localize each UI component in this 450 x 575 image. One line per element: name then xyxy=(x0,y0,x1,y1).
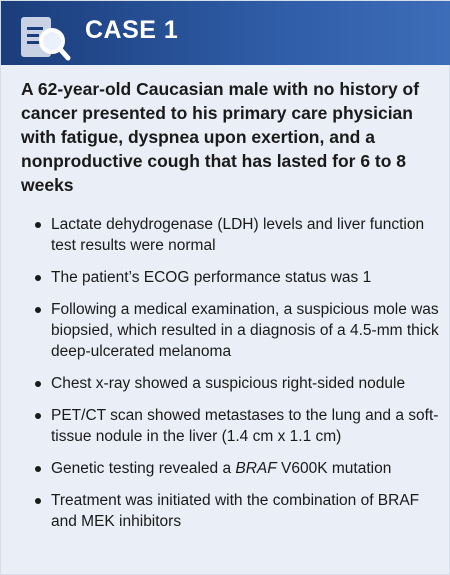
list-item-text: Lactate dehydrogenase (LDH) levels and liver function test results were normal xyxy=(51,216,425,254)
list-item-text: PET/CT scan showed metastases to the lung and a soft-tissue nodule in the liver (1.4 cm x 1.1 cm) xyxy=(51,407,439,445)
list-item xyxy=(51,214,441,256)
bullet-icon xyxy=(35,498,41,504)
case-header xyxy=(1,1,450,65)
list-item-text: Treatment was initiated with the combination of BRAF and MEK inhibitors xyxy=(51,492,420,530)
list-item-text-pre: Genetic testing revealed a xyxy=(51,460,236,477)
bullet-icon xyxy=(35,413,41,419)
case-intro: A 62-year-old Caucasian male with no history of cancer presented to his primary care physician with fatigue, dyspnea upon exertion, and a nonproductive cough that has lasted for 6 to 8 weeks xyxy=(21,79,420,195)
list-item-text: The patient’s ECOG performance status was 1 xyxy=(51,269,372,286)
list-item xyxy=(51,405,441,447)
list-item xyxy=(51,267,441,288)
case-title: CASE 1 xyxy=(85,16,179,44)
bullet-icon xyxy=(35,307,41,313)
finding-list xyxy=(1,214,450,543)
list-item-text: Chest x-ray showed a suspicious right-sided nodule xyxy=(51,375,406,392)
list-item xyxy=(51,490,441,532)
bullet-icon xyxy=(35,275,41,281)
document-search-icon xyxy=(19,15,71,63)
gene-name: BRAF xyxy=(235,460,277,477)
bullet-icon xyxy=(35,466,41,472)
list-item xyxy=(51,458,441,479)
list-item-text-post: V600K mutation xyxy=(276,460,392,477)
list-item xyxy=(51,299,441,362)
list-item-text: Following a medical examination, a suspicious mole was biopsied, which resulted in a diagnosis of a 4.5-mm thick deep-ulcerated melanoma xyxy=(51,301,439,360)
bullet-icon xyxy=(35,222,41,228)
bullet-icon xyxy=(35,381,41,387)
list-item xyxy=(51,373,441,394)
